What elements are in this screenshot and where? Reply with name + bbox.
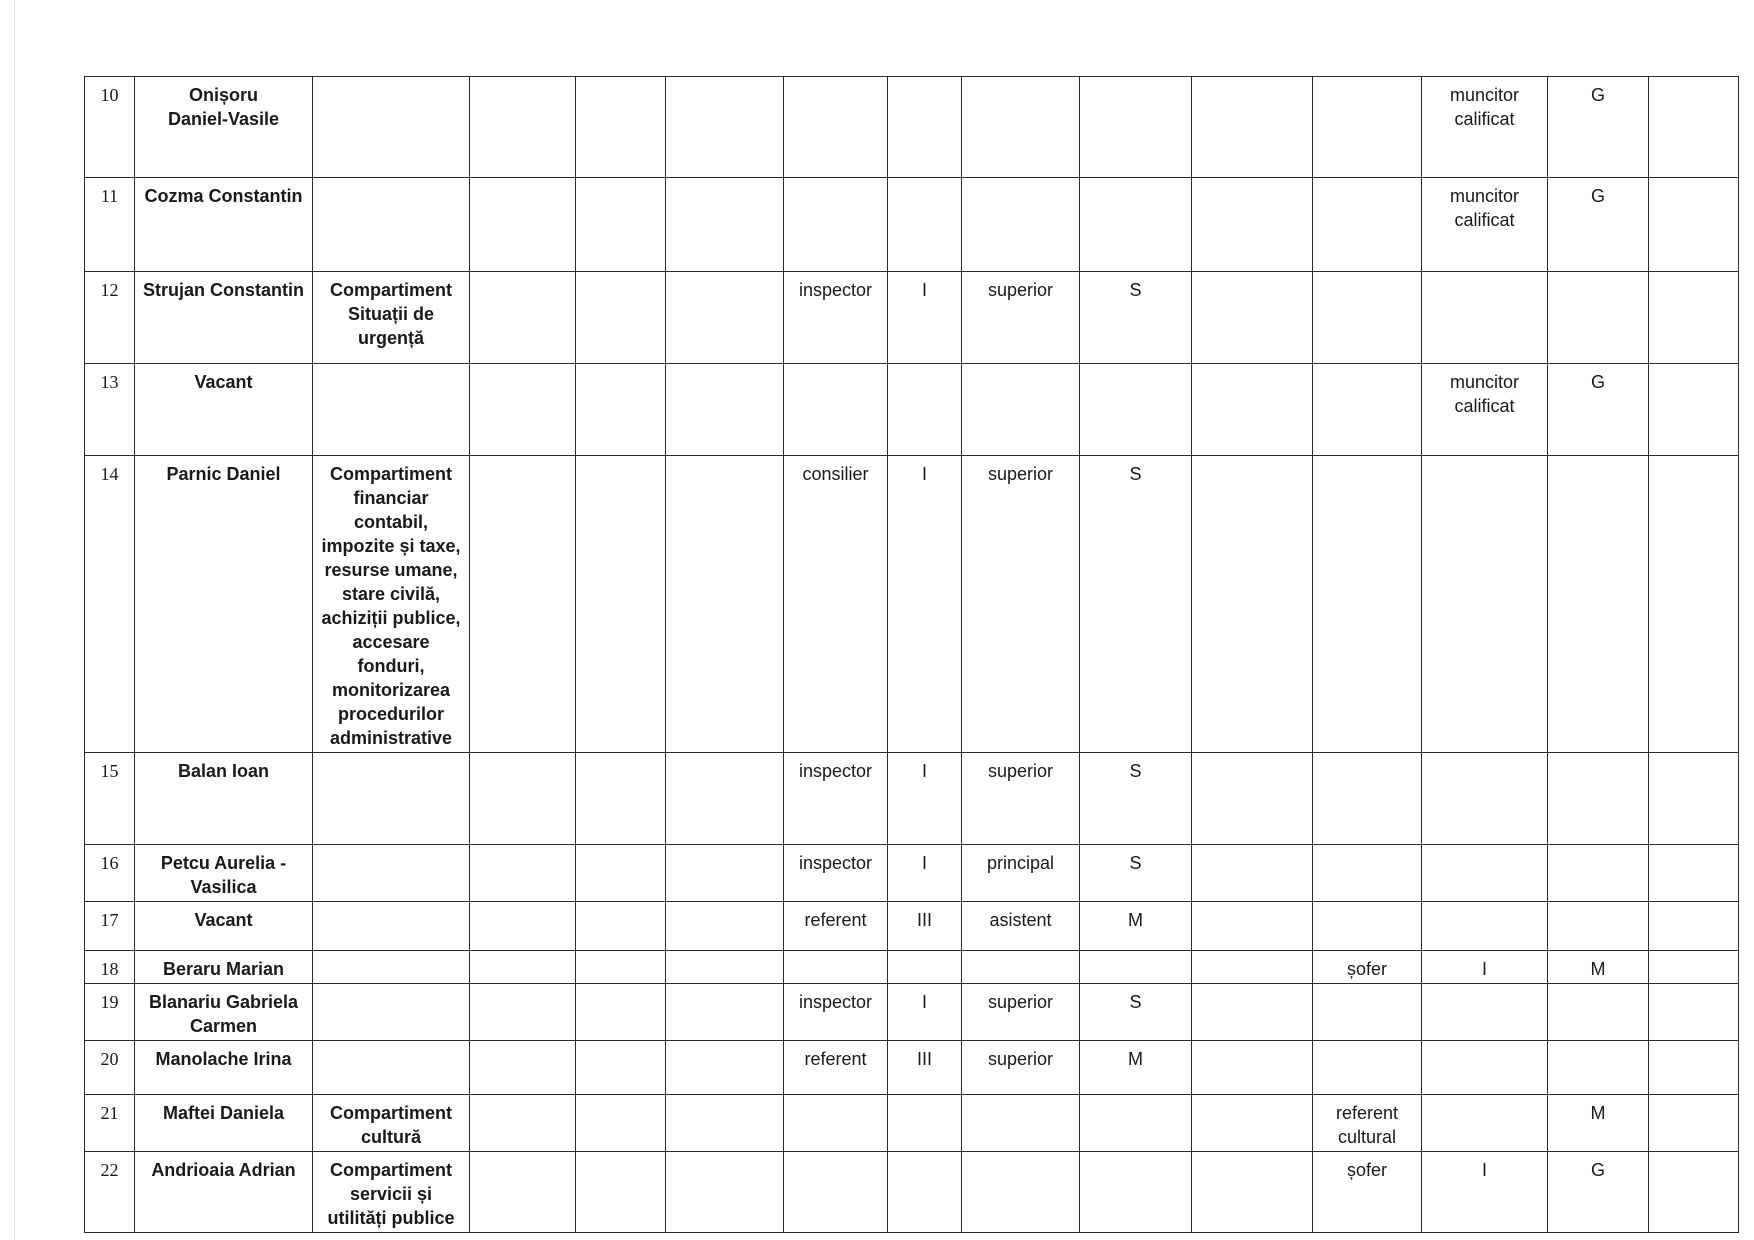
employee-name: Balan Ioan [135,753,313,845]
function-class: III [888,902,962,951]
contract-grade [1422,1095,1548,1152]
department [313,364,470,456]
professional-grade: superior [962,272,1080,364]
function-class [888,951,962,984]
department [313,984,470,1041]
table-row [85,902,1739,951]
empty-col-6 [666,902,784,951]
department [313,1041,470,1095]
empty-col-4 [470,364,576,456]
study-level: S [1080,456,1192,753]
empty-col-6 [666,1041,784,1095]
public-function [784,77,888,178]
employee-name: Maftei Daniela [135,1095,313,1152]
professional-grade [962,1152,1080,1233]
table-row [85,456,1739,753]
empty-col-15 [1649,456,1739,753]
function-class: I [888,753,962,845]
department [313,178,470,272]
professional-grade: superior [962,456,1080,753]
worker-post [1422,984,1548,1041]
empty-col-15 [1649,364,1739,456]
department [313,845,470,902]
empty-col-15 [1649,1095,1739,1152]
empty-col-5 [576,272,666,364]
professional-grade: superior [962,753,1080,845]
empty-col-11 [1192,951,1313,984]
empty-col-4 [470,1041,576,1095]
empty-col-11 [1192,753,1313,845]
table-row [85,753,1739,845]
employee-name: Cozma Constantin [135,178,313,272]
study-level [1080,77,1192,178]
contract-function: referent cultural [1313,1095,1422,1152]
empty-col-15 [1649,753,1739,845]
contract-study-level: M [1548,951,1649,984]
worker-study-level: G [1548,77,1649,178]
study-level [1080,178,1192,272]
contract-function: șofer [1313,951,1422,984]
employee-name: Onișoru Daniel-Vasile [135,77,313,178]
row-number: 12 [85,272,135,364]
row-number: 14 [85,456,135,753]
empty-col-12 [1313,77,1422,178]
professional-grade [962,1095,1080,1152]
worker-study-level: G [1548,364,1649,456]
page-edge-line [14,0,15,1240]
study-level [1080,1095,1192,1152]
contract-study-level: M [1548,1095,1649,1152]
public-function [784,178,888,272]
study-level [1080,364,1192,456]
function-class [888,364,962,456]
empty-col-12 [1313,272,1422,364]
empty-col-5 [576,1152,666,1233]
empty-col-5 [576,1095,666,1152]
empty-col-15 [1649,984,1739,1041]
table-row [85,1152,1739,1233]
worker-study-level [1548,902,1649,951]
empty-col-5 [576,456,666,753]
empty-col-12 [1313,456,1422,753]
table-row [85,178,1739,272]
professional-grade: superior [962,1041,1080,1095]
study-level [1080,1152,1192,1233]
department [313,902,470,951]
empty-col-12 [1313,902,1422,951]
empty-col-12 [1313,845,1422,902]
study-level: S [1080,845,1192,902]
department: Compartiment financiar contabil, impozite și taxe, resurse umane, stare civilă, achiziții publice, accesare fonduri, monitorizarea procedurilor administrative [313,456,470,753]
public-function [784,364,888,456]
empty-col-5 [576,845,666,902]
function-class: I [888,456,962,753]
empty-col-12 [1313,178,1422,272]
empty-col-5 [576,984,666,1041]
empty-col-5 [576,1041,666,1095]
employee-name: Blanariu Gabriela Carmen [135,984,313,1041]
professional-grade: principal [962,845,1080,902]
employee-name: Strujan Constantin [135,272,313,364]
row-number: 16 [85,845,135,902]
professional-grade [962,178,1080,272]
row-number: 13 [85,364,135,456]
empty-col-11 [1192,1152,1313,1233]
empty-col-11 [1192,364,1313,456]
row-number: 18 [85,951,135,984]
department [313,753,470,845]
employee-name: Parnic Daniel [135,456,313,753]
function-class: I [888,272,962,364]
empty-col-11 [1192,845,1313,902]
public-function: inspector [784,753,888,845]
empty-col-15 [1649,1041,1739,1095]
public-function [784,951,888,984]
empty-col-6 [666,272,784,364]
empty-col-4 [470,753,576,845]
row-number: 17 [85,902,135,951]
department [313,77,470,178]
row-number: 15 [85,753,135,845]
empty-col-11 [1192,902,1313,951]
worker-post: muncitor calificat [1422,364,1548,456]
public-function: referent [784,1041,888,1095]
employee-name: Vacant [135,364,313,456]
empty-col-6 [666,456,784,753]
employee-name: Manolache Irina [135,1041,313,1095]
empty-col-11 [1192,1041,1313,1095]
empty-col-5 [576,902,666,951]
worker-study-level [1548,272,1649,364]
empty-col-6 [666,77,784,178]
worker-study-level [1548,456,1649,753]
table-row [85,1095,1739,1152]
empty-col-15 [1649,1152,1739,1233]
worker-study-level: G [1548,178,1649,272]
empty-col-11 [1192,77,1313,178]
empty-col-6 [666,364,784,456]
employee-name: Beraru Marian [135,951,313,984]
public-function: inspector [784,845,888,902]
professional-grade [962,951,1080,984]
empty-col-6 [666,753,784,845]
worker-post [1422,902,1548,951]
empty-col-6 [666,178,784,272]
empty-col-15 [1649,902,1739,951]
study-level: M [1080,902,1192,951]
public-function: inspector [784,984,888,1041]
empty-col-6 [666,1152,784,1233]
empty-col-4 [470,951,576,984]
table-row [85,1041,1739,1095]
empty-col-4 [470,1095,576,1152]
worker-post [1422,1041,1548,1095]
public-function: referent [784,902,888,951]
worker-post [1422,753,1548,845]
empty-col-4 [470,272,576,364]
table-row [85,984,1739,1041]
professional-grade: asistent [962,902,1080,951]
row-number: 22 [85,1152,135,1233]
empty-col-15 [1649,178,1739,272]
empty-col-15 [1649,77,1739,178]
empty-col-12 [1313,1041,1422,1095]
worker-study-level [1548,753,1649,845]
table-row [85,951,1739,984]
empty-col-6 [666,951,784,984]
worker-study-level [1548,1041,1649,1095]
row-number: 10 [85,77,135,178]
department: Compartiment servicii și utilități publice [313,1152,470,1233]
empty-col-4 [470,845,576,902]
table-row [85,77,1739,178]
worker-post [1422,272,1548,364]
worker-study-level [1548,984,1649,1041]
worker-post [1422,456,1548,753]
contract-function: șofer [1313,1152,1422,1233]
row-number: 21 [85,1095,135,1152]
contract-grade: I [1422,951,1548,984]
row-number: 11 [85,178,135,272]
employee-name: Vacant [135,902,313,951]
staff-table [84,76,1739,1233]
worker-study-level [1548,845,1649,902]
public-function: consilier [784,456,888,753]
empty-col-6 [666,1095,784,1152]
worker-post: muncitor calificat [1422,178,1548,272]
empty-col-11 [1192,272,1313,364]
study-level: M [1080,1041,1192,1095]
empty-col-5 [576,753,666,845]
study-level: S [1080,753,1192,845]
empty-col-4 [470,456,576,753]
professional-grade [962,77,1080,178]
table-row [85,845,1739,902]
empty-col-6 [666,984,784,1041]
function-class [888,1095,962,1152]
employee-name: Andrioaia Adrian [135,1152,313,1233]
empty-col-5 [576,951,666,984]
empty-col-15 [1649,272,1739,364]
employee-name: Petcu Aurelia - Vasilica [135,845,313,902]
study-level: S [1080,984,1192,1041]
contract-grade: I [1422,1152,1548,1233]
row-number: 20 [85,1041,135,1095]
department [313,951,470,984]
function-class [888,77,962,178]
empty-col-4 [470,1152,576,1233]
table-row [85,272,1739,364]
empty-col-5 [576,364,666,456]
empty-col-11 [1192,984,1313,1041]
empty-col-4 [470,77,576,178]
function-class [888,1152,962,1233]
study-level [1080,951,1192,984]
public-function [784,1152,888,1233]
function-class: I [888,984,962,1041]
worker-post: muncitor calificat [1422,77,1548,178]
empty-col-6 [666,845,784,902]
public-function: inspector [784,272,888,364]
empty-col-11 [1192,456,1313,753]
empty-col-11 [1192,178,1313,272]
department: Compartiment Situații de urgență [313,272,470,364]
empty-col-4 [470,984,576,1041]
empty-col-12 [1313,364,1422,456]
empty-col-11 [1192,1095,1313,1152]
empty-col-15 [1649,845,1739,902]
row-number: 19 [85,984,135,1041]
empty-col-4 [470,902,576,951]
professional-grade: superior [962,984,1080,1041]
empty-col-12 [1313,753,1422,845]
public-function [784,1095,888,1152]
empty-col-5 [576,178,666,272]
worker-post [1422,845,1548,902]
study-level: S [1080,272,1192,364]
empty-col-15 [1649,951,1739,984]
contract-study-level: G [1548,1152,1649,1233]
function-class: I [888,845,962,902]
empty-col-5 [576,77,666,178]
empty-col-4 [470,178,576,272]
table-row [85,364,1739,456]
empty-col-12 [1313,984,1422,1041]
professional-grade [962,364,1080,456]
department: Compartiment cultură [313,1095,470,1152]
function-class [888,178,962,272]
function-class: III [888,1041,962,1095]
